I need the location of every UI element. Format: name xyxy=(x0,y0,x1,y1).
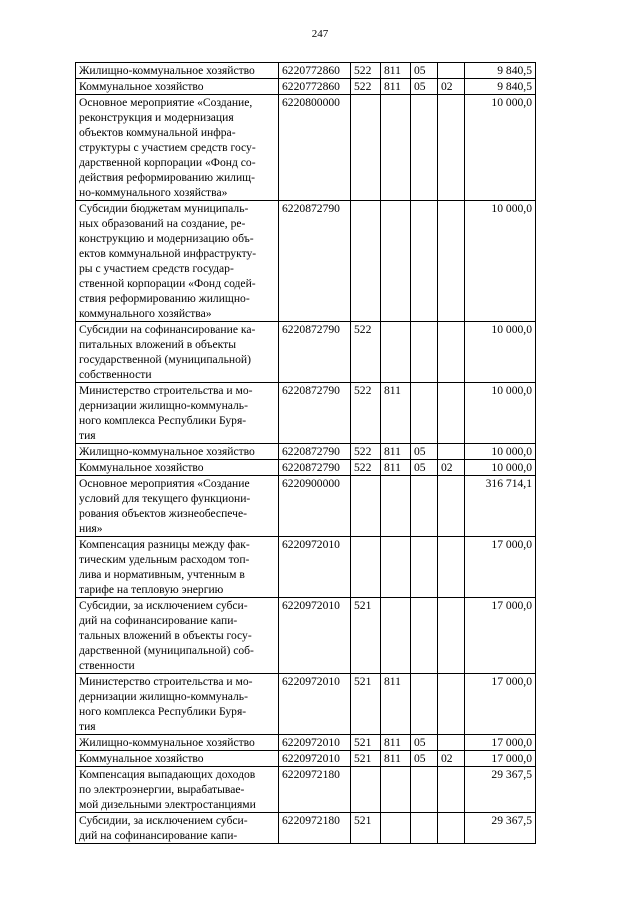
row-amount-cell: 17 000,0 xyxy=(465,735,536,751)
row-code-cell: 6220872790 xyxy=(279,201,351,322)
row-expense-type-cell xyxy=(438,201,465,322)
row-grbs-cell: 522 xyxy=(351,79,381,95)
row-subsection-cell xyxy=(411,598,438,674)
row-section-cell: 811 xyxy=(381,383,411,444)
row-section-cell xyxy=(381,767,411,813)
row-amount-cell: 9 840,5 xyxy=(465,63,536,79)
row-subsection-cell: 05 xyxy=(411,751,438,767)
row-section-cell: 811 xyxy=(381,674,411,735)
row-expense-type-cell: 02 xyxy=(438,79,465,95)
row-code-cell: 6220972180 xyxy=(279,813,351,844)
table-row xyxy=(76,201,536,322)
row-grbs-cell xyxy=(351,476,381,537)
row-code-cell: 6220900000 xyxy=(279,476,351,537)
row-code-cell: 6220772860 xyxy=(279,79,351,95)
row-amount-cell: 29 367,5 xyxy=(465,813,536,844)
row-code-cell: 6220972010 xyxy=(279,537,351,598)
row-grbs-cell xyxy=(351,767,381,813)
row-section-cell xyxy=(381,322,411,383)
row-name-cell: Жилищно-коммунальное хозяйство xyxy=(76,444,279,460)
row-grbs-cell xyxy=(351,201,381,322)
row-amount-cell: 10 000,0 xyxy=(465,460,536,476)
row-name-cell: Основное мероприятие «Создание, реконструкция и модернизация объектов коммунальной инфра- структуры с участием средств госу- дарственной корпорации «Фонд со- действия реформированию жилищ- но-коммунального хозяйства» xyxy=(76,95,279,201)
table-row xyxy=(76,95,536,201)
row-grbs-cell: 521 xyxy=(351,598,381,674)
row-code-cell: 6220972010 xyxy=(279,674,351,735)
row-section-cell xyxy=(381,537,411,598)
row-grbs-cell: 521 xyxy=(351,751,381,767)
budget-table-body xyxy=(76,63,536,844)
row-expense-type-cell xyxy=(438,813,465,844)
row-subsection-cell xyxy=(411,322,438,383)
table-row xyxy=(76,767,536,813)
row-code-cell: 6220972180 xyxy=(279,767,351,813)
row-name-cell: Министерство строительства и мо- дернизации жилищно-коммуналь- ного комплекса Республики Буря- тия xyxy=(76,674,279,735)
row-expense-type-cell xyxy=(438,767,465,813)
row-amount-cell: 10 000,0 xyxy=(465,444,536,460)
row-expense-type-cell xyxy=(438,383,465,444)
table-row xyxy=(76,383,536,444)
row-amount-cell: 10 000,0 xyxy=(465,95,536,201)
row-section-cell: 811 xyxy=(381,63,411,79)
row-name-cell: Субсидии на софинансирование ка- питальных вложений в объекты государственной (муниципальной) собственности xyxy=(76,322,279,383)
row-grbs-cell: 522 xyxy=(351,444,381,460)
row-name-cell: Коммунальное хозяйство xyxy=(76,460,279,476)
row-amount-cell: 17 000,0 xyxy=(465,537,536,598)
row-subsection-cell: 05 xyxy=(411,735,438,751)
row-name-cell: Субсидии, за исключением субси- дий на софинансирование капи- тальных вложений в объекты госу- дарственной (муниципальной) соб- ственности xyxy=(76,598,279,674)
row-section-cell xyxy=(381,598,411,674)
table-row xyxy=(76,460,536,476)
row-code-cell: 6220972010 xyxy=(279,598,351,674)
row-subsection-cell xyxy=(411,767,438,813)
row-expense-type-cell xyxy=(438,95,465,201)
table-row xyxy=(76,322,536,383)
row-section-cell xyxy=(381,476,411,537)
row-grbs-cell: 522 xyxy=(351,322,381,383)
row-grbs-cell: 521 xyxy=(351,735,381,751)
row-name-cell: Коммунальное хозяйство xyxy=(76,751,279,767)
row-expense-type-cell xyxy=(438,63,465,79)
row-amount-cell: 17 000,0 xyxy=(465,598,536,674)
row-name-cell: Компенсация выпадающих доходов по электроэнергии, вырабатывае- мой дизельными электростанциями xyxy=(76,767,279,813)
row-section-cell: 811 xyxy=(381,735,411,751)
table-row xyxy=(76,444,536,460)
row-expense-type-cell xyxy=(438,444,465,460)
row-code-cell: 6220872790 xyxy=(279,383,351,444)
row-expense-type-cell xyxy=(438,322,465,383)
page-number: 247 xyxy=(311,28,329,40)
table-row xyxy=(76,476,536,537)
row-name-cell: Компенсация разницы между фак- тическим удельным расходом топ- лива и нормативным, учтенным в тарифе на тепловую энергию xyxy=(76,537,279,598)
row-grbs-cell: 521 xyxy=(351,813,381,844)
row-name-cell: Коммунальное хозяйство xyxy=(76,79,279,95)
row-subsection-cell: 05 xyxy=(411,63,438,79)
row-subsection-cell xyxy=(411,383,438,444)
row-amount-cell: 29 367,5 xyxy=(465,767,536,813)
row-code-cell: 6220800000 xyxy=(279,95,351,201)
row-expense-type-cell: 02 xyxy=(438,751,465,767)
row-name-cell: Жилищно-коммунальное хозяйство xyxy=(76,735,279,751)
table-row xyxy=(76,674,536,735)
row-subsection-cell xyxy=(411,537,438,598)
row-section-cell: 811 xyxy=(381,79,411,95)
row-expense-type-cell xyxy=(438,537,465,598)
row-name-cell: Основное мероприятия «Создание условий для текущего функциони- рования объектов жизнеобеспече- ния» xyxy=(76,476,279,537)
row-section-cell: 811 xyxy=(381,444,411,460)
row-section-cell xyxy=(381,813,411,844)
table-row xyxy=(76,537,536,598)
row-code-cell: 6220872790 xyxy=(279,460,351,476)
row-grbs-cell xyxy=(351,95,381,201)
row-amount-cell: 17 000,0 xyxy=(465,674,536,735)
table-row xyxy=(76,79,536,95)
row-amount-cell: 316 714,1 xyxy=(465,476,536,537)
row-code-cell: 6220772860 xyxy=(279,63,351,79)
row-subsection-cell: 05 xyxy=(411,460,438,476)
table-row xyxy=(76,813,536,844)
row-grbs-cell: 522 xyxy=(351,383,381,444)
row-grbs-cell: 522 xyxy=(351,63,381,79)
row-grbs-cell: 522 xyxy=(351,460,381,476)
row-expense-type-cell xyxy=(438,476,465,537)
row-subsection-cell xyxy=(411,813,438,844)
table-row xyxy=(76,598,536,674)
row-subsection-cell xyxy=(411,201,438,322)
row-section-cell: 811 xyxy=(381,751,411,767)
row-expense-type-cell xyxy=(438,735,465,751)
row-subsection-cell: 05 xyxy=(411,79,438,95)
row-subsection-cell xyxy=(411,95,438,201)
row-section-cell xyxy=(381,201,411,322)
row-code-cell: 6220872790 xyxy=(279,444,351,460)
table-row xyxy=(76,751,536,767)
row-subsection-cell xyxy=(411,476,438,537)
row-expense-type-cell xyxy=(438,674,465,735)
row-code-cell: 6220872790 xyxy=(279,322,351,383)
row-amount-cell: 9 840,5 xyxy=(465,79,536,95)
table-row xyxy=(76,735,536,751)
row-grbs-cell: 521 xyxy=(351,674,381,735)
row-code-cell: 6220972010 xyxy=(279,735,351,751)
row-amount-cell: 10 000,0 xyxy=(465,201,536,322)
row-expense-type-cell xyxy=(438,598,465,674)
row-subsection-cell: 05 xyxy=(411,444,438,460)
row-section-cell: 811 xyxy=(381,460,411,476)
row-name-cell: Субсидии, за исключением субси- дий на софинансирование капи- xyxy=(76,813,279,844)
table-row xyxy=(76,63,536,79)
row-amount-cell: 17 000,0 xyxy=(465,751,536,767)
row-name-cell: Субсидии бюджетам муниципаль- ных образований на создание, ре- конструкцию и модернизацию объ- ектов коммунальной инфраструкту- ры с участием средств государ- ственной корпорации «Фонд содей- ствия реформированию жилищно- коммунального хозяйства» xyxy=(76,201,279,322)
row-name-cell: Министерство строительства и мо- дернизации жилищно-коммуналь- ного комплекса Республики Буря- тия xyxy=(76,383,279,444)
row-code-cell: 6220972010 xyxy=(279,751,351,767)
row-name-cell: Жилищно-коммунальное хозяйство xyxy=(76,63,279,79)
budget-table xyxy=(75,62,536,844)
row-amount-cell: 10 000,0 xyxy=(465,383,536,444)
row-amount-cell: 10 000,0 xyxy=(465,322,536,383)
row-subsection-cell xyxy=(411,674,438,735)
row-section-cell xyxy=(381,95,411,201)
row-expense-type-cell: 02 xyxy=(438,460,465,476)
row-grbs-cell xyxy=(351,537,381,598)
